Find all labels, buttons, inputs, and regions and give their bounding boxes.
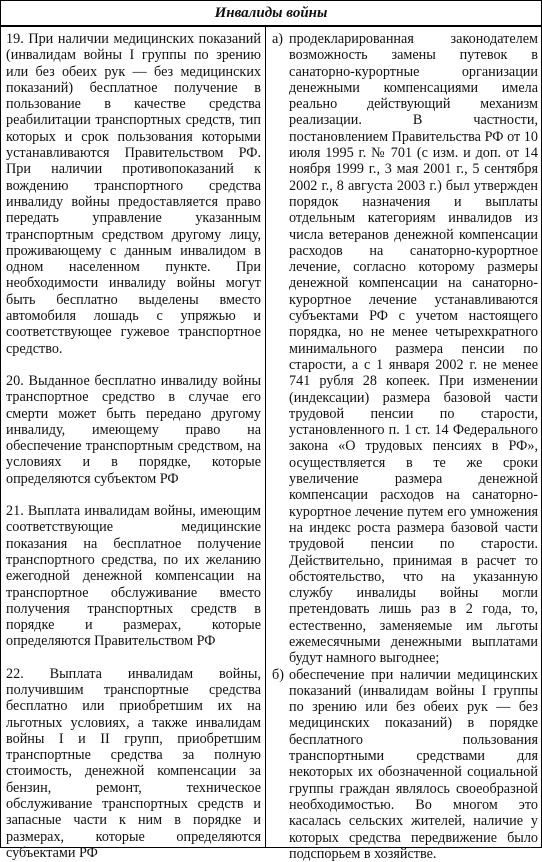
item-marker: а) [272,31,284,47]
paragraph-19: 19. При наличии медицинских показаний (инвалидам войны I группы по зрению или без обеих рук — без медицинских показаний) бесплатное получение в пользование в качестве средства реабилитации транспортных средств, тип которых и срок пользования которыми устанавливаются Правительством РФ. При наличии противопоказаний к вождению транспортного средства инвалиду войны предоставляется право передать управление указанным транспортным средством другому лицу, проживающему с данным инвалидом в одном населенном пункте. При необходимости инвалиду войны могут быть бесплатно выделены вместо автомобиля лошадь с упряжью и соответствующее гужевое транспортное средство. [6,31,261,357]
left-column [1,27,266,861]
paragraph-22: 22. Выплата инвалидам войны, получившим транспортные средства бесплатно или приобретшим их на льготных условиях, а также инвалидам войны I и II групп, приобретшим транспортные средства за полную стоимость, денежной компенсации за бензин, ремонт, техническое обслуживание транспортных средств и запасные части к ним в порядке и размерах, которые определяются субъектами РФ [6,665,261,861]
right-column [266,27,541,862]
table-header [1,1,541,27]
list-item-b [272,667,538,862]
item-marker: б) [272,666,284,683]
paragraph-21: 21. Выплата инвалидам войны, имеющим соответствующие медицинские показания на бесплатное получение транспортного средства, по их желанию ежегодной денежной компенсации на транспортное обслуживание вместо получения транспортных средств в порядке и размерах, которые определяются Правительством РФ [6,503,261,650]
item-text: обеспечение при наличии медицинских показаний (инвалидам войны I группы по зрению или без обеих рук — без медицинских показаний) в порядке бесплатного пользования транспортными средствами для некоторых их обозначенной социальной группы граждан являлось своеобразной необходимостью. Во многом это касалась сельских жителей, наличие у которых средства передвижение было подспорьем в хозяйстве. [289,666,538,862]
paragraph-20: 20. Выданное бесплатно инвалиду войны транспортное средство в случае его смерти может быть передано другому инвалиду, имеющему право на обеспечение транспортным средством, на условиях и в порядке, которые определяются субъектом РФ [6,372,261,487]
item-text: продекларированная законодателем возможность замены путевок в санаторно-курортные организации денежными компенсациями имела реально действующий механизм реализации. В частности, постановлением Правительства РФ от 10 июля 1995 г. № 701 (с изм. и доп. от 14 ноября 1999 г., 3 мая 2001 г., 5 сентября 2002 г., 8 августа 2003 г.) был утвержден порядок назначения и выплаты отдельным категориям инвалидов из числа ветеранов денежной компенсации расходов на санаторно-курортное лечение, согласно которому размеры денежной компенсации на санаторно-курортное лечение устанавливаются субъектами РФ с учетом настоящего порядка, но не менее четырехкратного минимального размера пенсии по старости, а с 1 января 2002 г. не менее 741 рубля 28 копеек. При изменении (индексации) размера базовой части трудовой пенсии по старости, установленного п. 1 ст. 14 Федерального закона «О трудовых пенсиях в РФ», осуществляется в те же сроки увеличение размера денежной компенсации расходов на санаторно-курортное лечение путем его умножения на индекс роста размера базовой части трудовой пенсии по старости. Действительно, принимая в расчет то обстоятельство, что на указанную службу инвалиды войны могли претендовать лишь раз в 2 года, то, естественно, заменяемые им льготы ежемесячными денежными выплатами будут намного выгоднее; [289,31,538,667]
list-item-a [272,31,538,667]
table-body [1,27,541,862]
table-title: Инвалиды войны [214,4,328,21]
